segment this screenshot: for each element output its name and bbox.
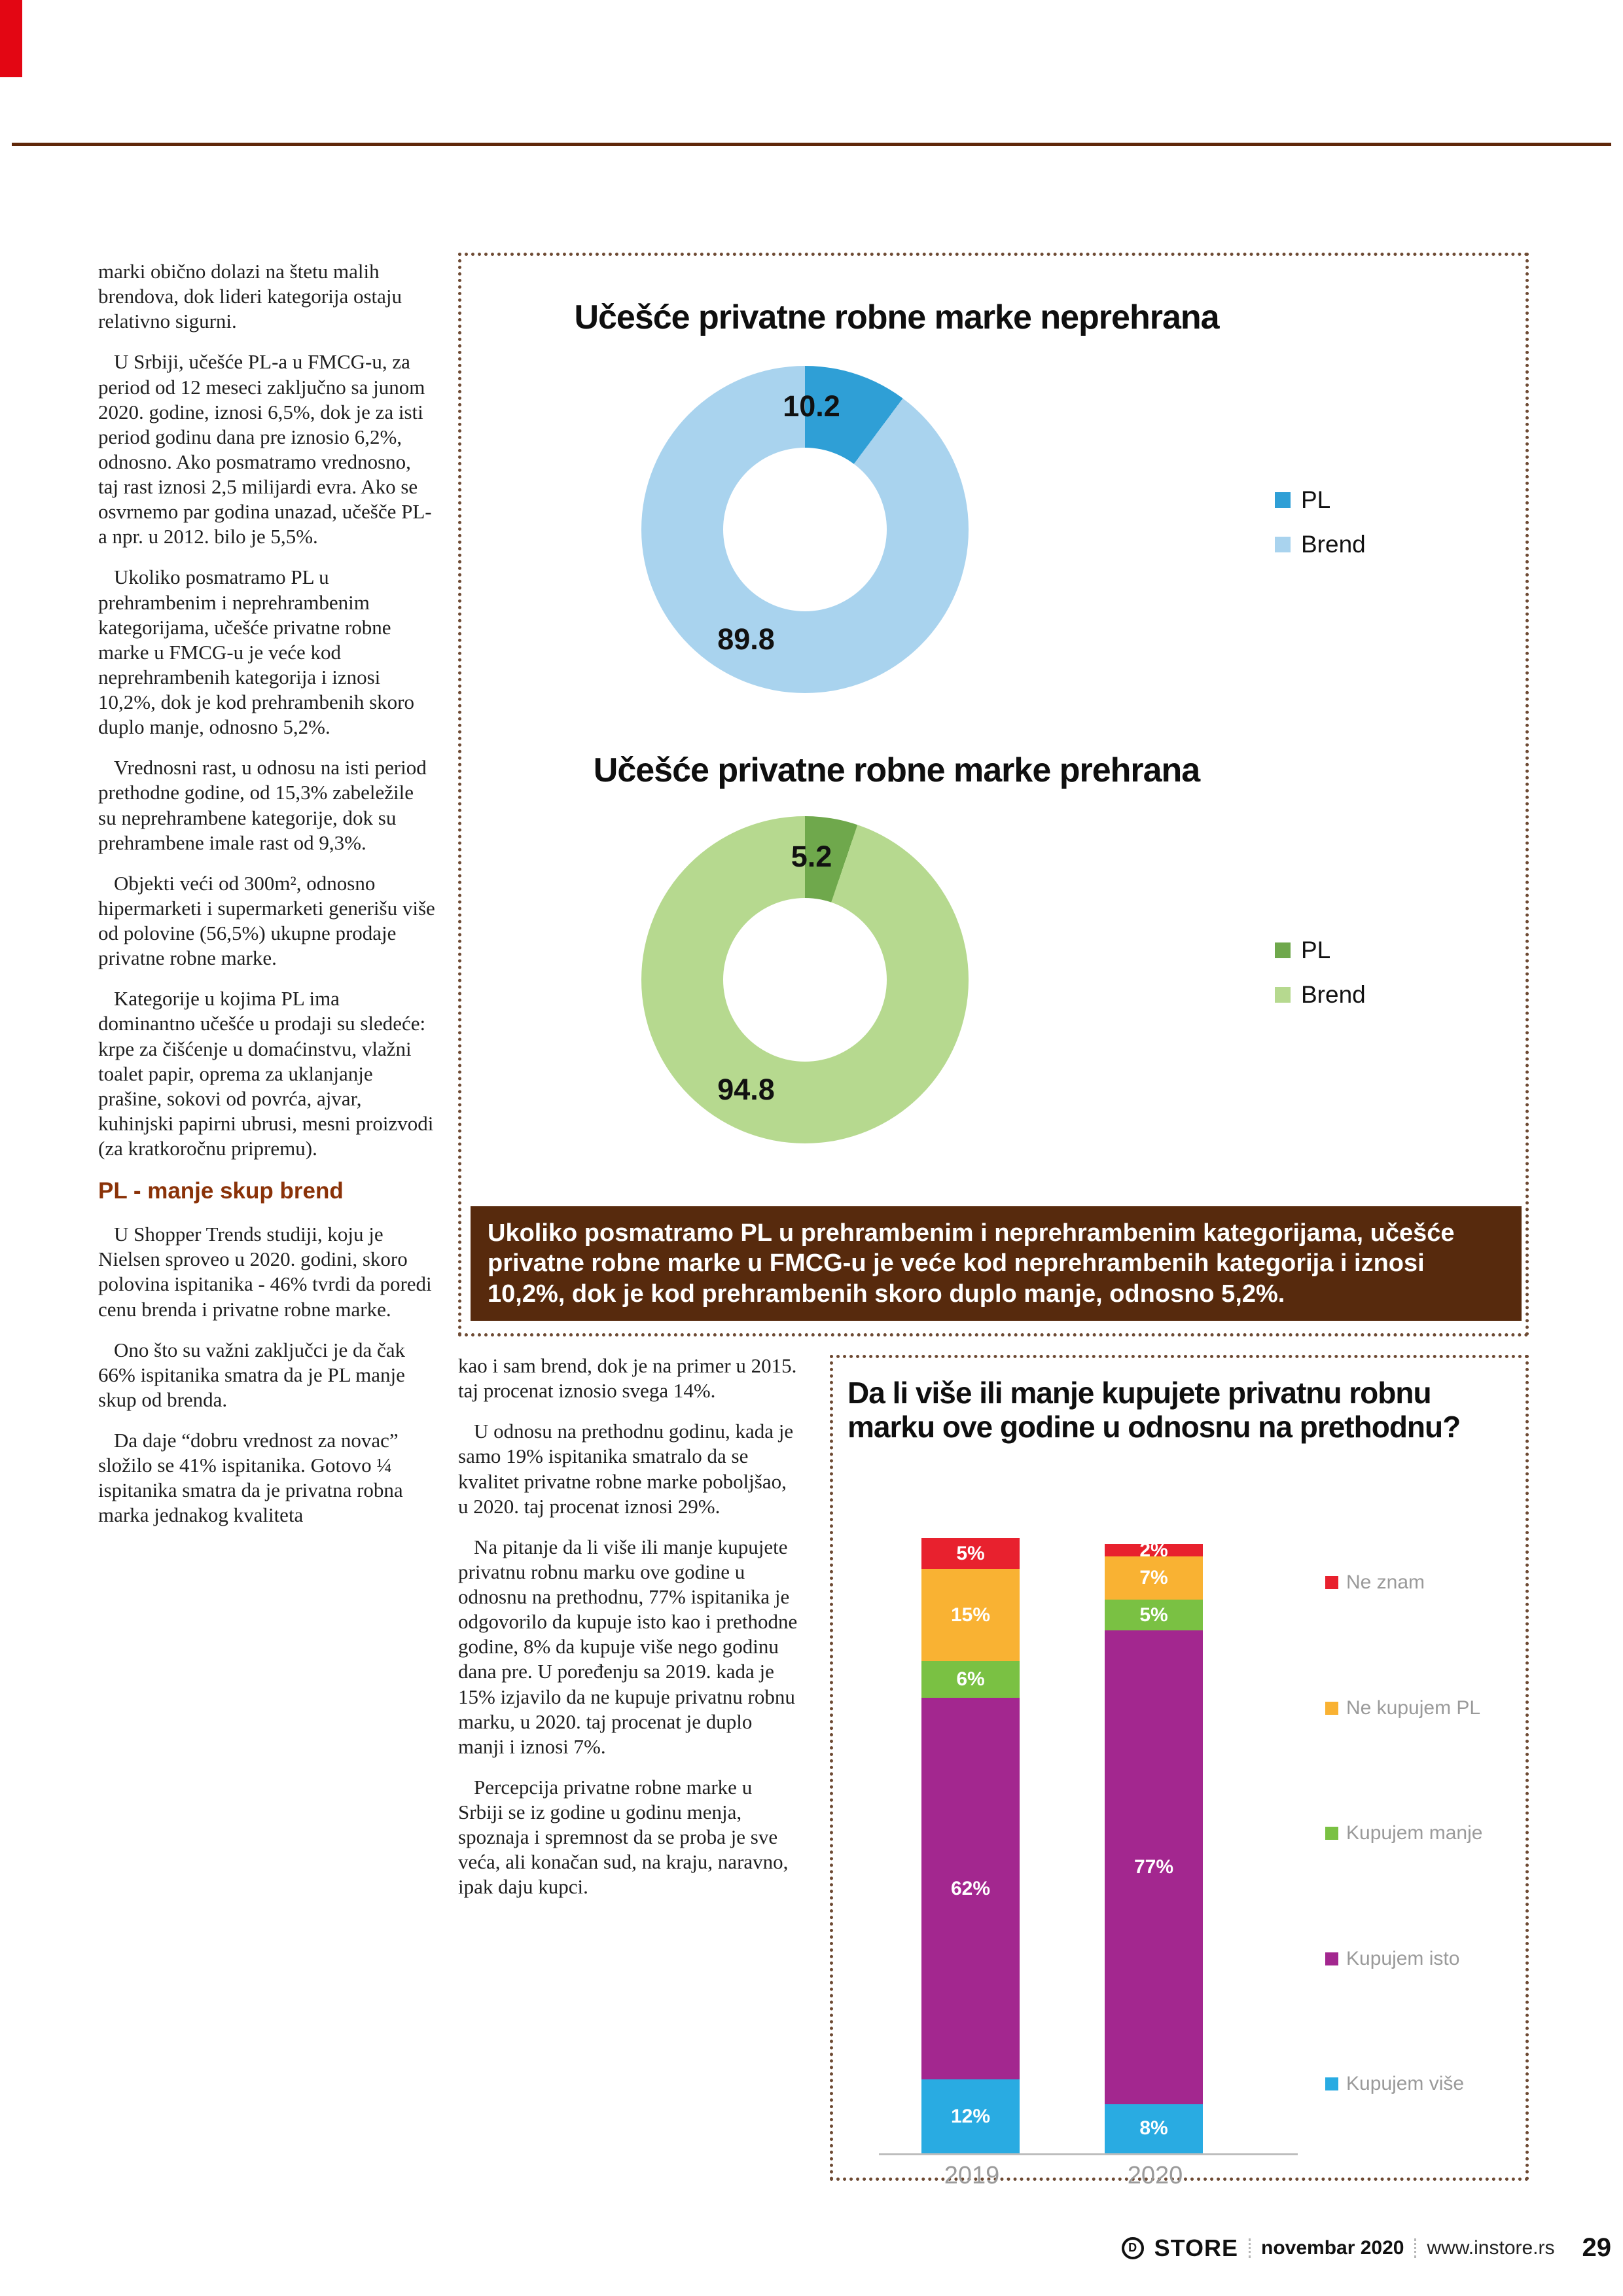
middle-column (458, 1354, 798, 1916)
donut-value-pl: 5.2 (791, 840, 832, 873)
donut-hole (723, 898, 887, 1062)
bar-segment-value: 15% (950, 1604, 991, 1626)
donut-chart-prehrana (641, 816, 969, 1143)
body-paragraph: Vrednosni rast, u odnosu na isti period prethodne godine, od 15,3% zabeležile su neprehrambene kategorije, dok su prehrambene imale rast od 9,3%. (98, 756, 427, 854)
legend-label: PL (1301, 937, 1331, 963)
page-footer (1122, 2233, 1611, 2263)
legend-swatch-pl (1275, 942, 1291, 958)
bar-chart-title: Da li više ili manje kupujete privatnu robnu marku ove godine u odnosnu na prethodnu? (847, 1376, 1461, 1444)
body-paragraph: Da daje “dobru vrednost za novac” složilo se 41% ispitanika. Gotovo ¼ ispitanika smatra da je privatna robna marka jednakog kvaliteta (98, 1429, 403, 1527)
legend-label: Ne znam (1346, 1571, 1425, 1593)
legend-swatch-pl (1275, 492, 1291, 508)
body-paragraph: Objekti veći od 300m², odnosno hipermarketi i supermarketi generišu više od polovine (56,5%) ukupne prodaje privatne robne marke. (98, 871, 435, 970)
legend-item (1275, 531, 1366, 558)
chart-title-neprehrana: Učešće privatne robne marke neprehrana (574, 298, 1219, 336)
donut-legend-neprehrana (1275, 486, 1366, 558)
donut-hole (723, 448, 887, 611)
footer-divider (1249, 2238, 1251, 2258)
bar-segment-value: 12% (950, 2105, 991, 2127)
legend-item (1275, 486, 1366, 514)
donut-value-brend: 89.8 (717, 622, 775, 656)
body-paragraph: kao i sam brend, dok je na primer u 2015. taj procenat iznosio svega 14%. (458, 1354, 797, 1403)
top-rule (12, 143, 1611, 146)
footer-divider (1414, 2238, 1416, 2258)
bar-segment-ne-znam (1105, 1539, 1203, 1561)
chart-title-prehrana: Učešće privatne robne marke prehrana (593, 751, 1200, 789)
donut-legend-prehrana (1275, 937, 1366, 1009)
x-axis-label-2020: 2020 (1127, 2162, 1183, 2189)
body-paragraph: Ukoliko posmatramo PL u prehrambenim i neprehrambenim kategorijama, učešće privatne robne marke u FMCG-u je veće kod neprehrambenih kategorija i iznosi 10,2%, dok je kod prehrambenih skoro duplo manje, odnosno 5,2%. (98, 565, 414, 739)
stacked-bar-2019 (921, 1538, 1020, 2153)
legend-label: Ne kupujem PL (1346, 1696, 1481, 1719)
body-paragraph: U odnosu na prethodnu godinu, kada je samo 19% ispitanika smatralo da se kvalitet privatne robne marke poboljšao, u 2020. taj procenat iznosi 29%. (458, 1420, 794, 1518)
instore-logo-icon: D (1122, 2237, 1144, 2259)
bar-chart-legend (1325, 1571, 1482, 2095)
bar-chart-box (830, 1355, 1529, 2189)
legend-item (1325, 1697, 1482, 1719)
bar-segment-kupujem-više (921, 2079, 1020, 2153)
legend-swatch-kupujem-vise (1325, 2077, 1338, 2090)
donut-value-pl: 10.2 (783, 389, 840, 423)
bar-segment-value: 7% (1139, 1567, 1168, 1589)
legend-label: Kupujem isto (1346, 1947, 1460, 1969)
legend-swatch-kupujem-isto (1325, 1952, 1338, 1965)
section-heading: PL - manje skup brend (98, 1178, 344, 1204)
body-paragraph: Percepcija privatne robne marke u Srbiji se iz godine u godinu menja, spoznaja i spremnost da se proba je sve veća, ali konačan sud, na kraju, naravno, ipak daju kupci. (458, 1775, 789, 1899)
legend-swatch-brend (1275, 537, 1291, 552)
footer-issue: novembar 2020 (1261, 2236, 1404, 2259)
bar-segment-value: 6% (956, 1668, 985, 1691)
legend-swatch-brend (1275, 987, 1291, 1003)
legend-swatch-ne-kupujem-pl (1325, 1702, 1338, 1715)
bar-segment-value: 5% (1139, 1604, 1168, 1626)
donut-chart-neprehrana (641, 366, 969, 693)
bar-segment-kupujem-isto (921, 1698, 1020, 2079)
body-paragraph: Kategorije u kojima PL ima dominantno učešće u prodaji su sledeće: krpe za čišćenje u domaćinstvu, vlažni toalet papir, oprema za uklanjanje prašine, sokovi od povrća, ajvar, kuhinjski papirni ubrusi, mesni proizvodi (za kratkoročnu pripremu). (98, 987, 434, 1160)
left-column (98, 259, 436, 1544)
bar-segment-value: 8% (1139, 2117, 1168, 2140)
donut-charts-box (458, 253, 1529, 1336)
x-axis-label-2019: 2019 (944, 2162, 1000, 2189)
legend-label: Brend (1301, 531, 1366, 558)
bar-segment-kupujem-manje (921, 1661, 1020, 1698)
bar-segment-kupujem-više (1105, 2104, 1203, 2153)
legend-label: Brend (1301, 981, 1366, 1008)
legend-swatch-kupujem-manje (1325, 1827, 1338, 1840)
body-paragraph: Ono što su važni zaključci je da čak 66% ispitanika smatra da je PL manje skup od brenda. (98, 1338, 406, 1411)
body-paragraph: U Srbiji, učešće PL-a u FMCG-u, za period od 12 meseci zaključno sa junom 2020. godine, iznosi 6,5%, dok je za isti period godinu dana pre iznosio 6,2%, odnosno. Ako posmatramo vrednosno, taj rast iznosi 2,5 milijardi evra. Ako se osvrnemo par godina unazad, učešče PL-a npr. u 2012. bilo je 5,5%. (98, 350, 432, 548)
legend-item (1275, 981, 1366, 1009)
callout-box: Ukoliko posmatramo PL u prehrambenim i neprehrambenim kategorijama, učešće privatne robne marke u FMCG-u je veće kod neprehrambenih kategorija i iznosi 10,2%, dok je kod prehrambenih skoro duplo manje, odnosno 5,2%. (471, 1206, 1522, 1321)
bar-segment-value: 5% (956, 1542, 985, 1564)
legend-item (1325, 1822, 1482, 1844)
bar-segment-kupujem-isto (1105, 1630, 1203, 2104)
body-paragraph: marki obično dolazi na štetu malih brendova, dok lideri kategorija ostaju relativno sigurni. (98, 260, 402, 333)
stacked-bar-2020 (1105, 1539, 1203, 2153)
legend-item (1325, 2073, 1482, 2095)
body-paragraph: Na pitanje da li više ili manje kupujete privatnu robnu marku ove godine u odnosnu na prethodnu, 77% ispitanika je odgovorilo da kupuje isto kao i prethodne godine, 8% da kupuje više nego godinu dana pre. U poređenju sa 2019. kada je 15% izjavilo da ne kupuje privatnu robnu marku, u 2020. taj procenat je duplo manji i iznosi 7%. (458, 1535, 798, 1758)
legend-swatch-ne-znam (1325, 1576, 1338, 1589)
legend-label: Kupujem manje (1346, 1822, 1483, 1844)
x-axis-line (879, 2153, 1298, 2155)
bar-segment-ne-kupujem-pl (1105, 1556, 1203, 1600)
bar-segment-ne-znam (921, 1538, 1020, 1569)
legend-item (1325, 1571, 1482, 1594)
legend-label: Kupujem više (1346, 2073, 1465, 2094)
bar-segment-ne-kupujem-pl (921, 1569, 1020, 1661)
legend-label: PL (1301, 486, 1331, 513)
legend-item (1275, 937, 1366, 964)
red-corner-bar (0, 0, 22, 77)
page-number: 29 (1582, 2233, 1611, 2262)
footer-site-link[interactable]: www.instore.rs (1427, 2236, 1555, 2259)
legend-item (1325, 1948, 1482, 1970)
bar-segment-value: 2% (1139, 1539, 1168, 1561)
donut-value-brend: 94.8 (717, 1073, 775, 1106)
body-paragraph: U Shopper Trends studiji, koju je Nielsen sproveo u 2020. godini, skoro polovina ispitanika - 46% tvrdi da poredi cenu brenda i privatne robne marke. (98, 1223, 432, 1321)
footer-brand: STORE (1154, 2234, 1238, 2261)
bar-segment-kupujem-manje (1105, 1600, 1203, 1630)
bar-segment-value: 77% (1133, 1856, 1174, 1878)
bar-segment-value: 62% (950, 1877, 991, 1899)
